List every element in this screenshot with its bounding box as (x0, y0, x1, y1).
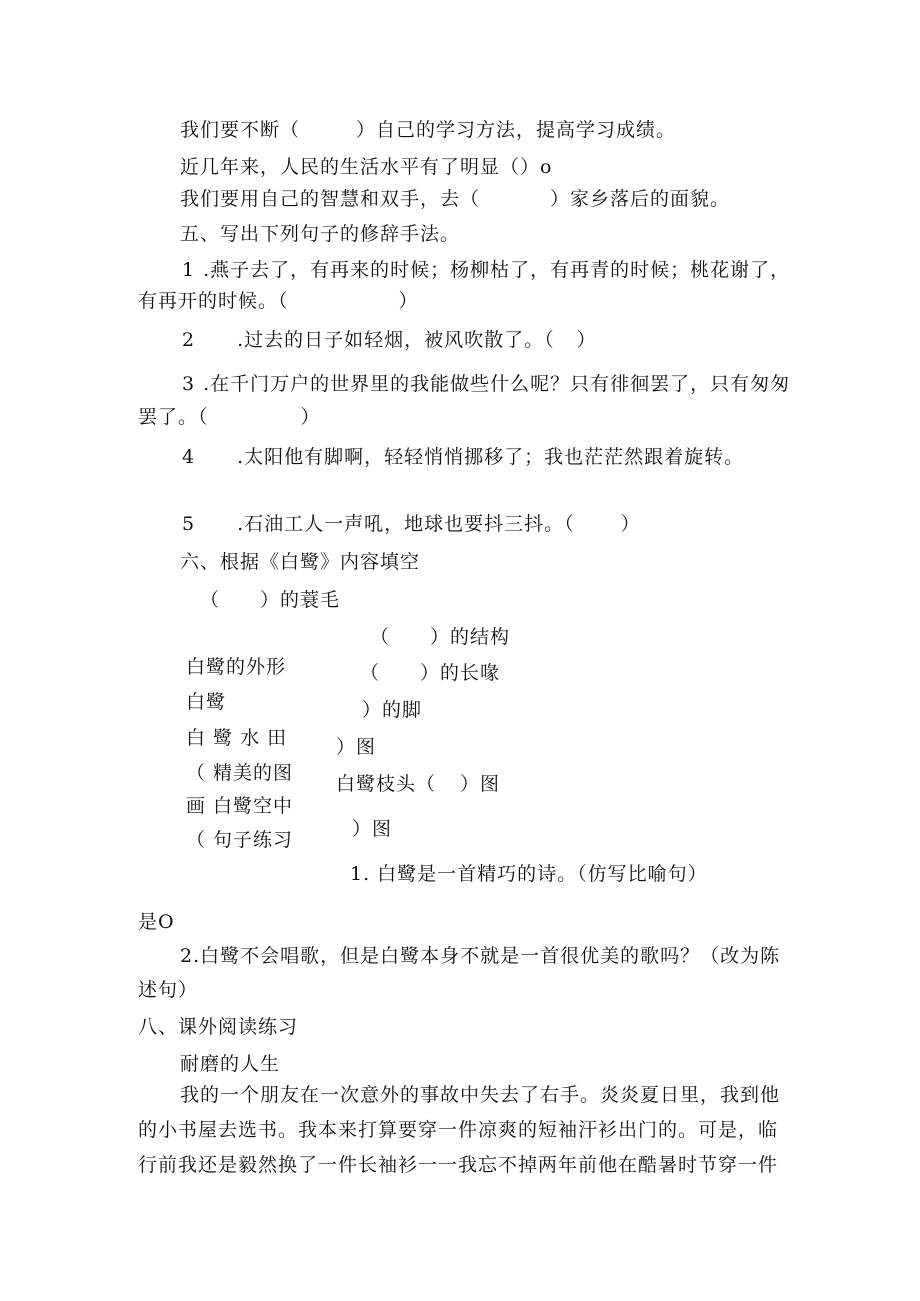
foot-blank: ）的脚 (362, 699, 423, 721)
fill-blank-3: 我们要用自己的智慧和双手，去（ ）家乡落后的面貌。 (180, 188, 731, 210)
section-5-title: 五、写出下列句子的修辞手法。 (180, 223, 461, 245)
outline-left-3: 白 鹭 水 田 (186, 727, 288, 749)
rhetoric-item-1-line2: 有再开的时候。（ ） (138, 290, 419, 312)
practice-question-2-line2: 述句） (138, 979, 199, 1001)
fill-blank-1: 我们要不断（ ）自己的学习方法，提高学习成绩。 (180, 119, 677, 141)
rhetoric-item-3-line2: 罢了。（ ） (138, 406, 321, 428)
story-title: 耐磨的人生 (180, 1053, 281, 1075)
rhetoric-item-2: 2 .过去的日子如轻烟，被风吹散了。（ ） (182, 329, 597, 351)
practice-question-2-line1: 2.白鹭不会唱歌，但是白鹭本身不就是一首很优美的歌吗？（改为陈 (180, 945, 781, 967)
outline-left-6: （ 句子练习 (186, 829, 294, 851)
picture-blank-2: 白鹭枝头（ ）图 (336, 773, 501, 795)
rhetoric-item-3-line1: 3 .在千门万户的世界里的我能做些什么呢？只有徘徊罢了，只有匆匆 (182, 373, 791, 395)
outline-left-2: 白鹭 (186, 691, 227, 713)
section-8-title: 八、课外阅读练习 (138, 1016, 299, 1038)
story-paragraph-line: 我的一个朋友在一次意外的事故中失去了右手。炎炎夏日里，我到他 (180, 1084, 781, 1106)
picture-blank-3: ）图 (352, 818, 393, 840)
beak-blank: （ ）的长喙 (360, 662, 501, 684)
feather-blank: （ ）的蓑毛 (200, 589, 341, 611)
outline-left-5: 画 白鹭空中 (186, 795, 294, 817)
section-6-title: 六、根据《白鹭》内容填空 (180, 551, 421, 573)
structure-blank: （ ）的结构 (370, 626, 511, 648)
fill-blank-2: 近几年来，人民的生活水平有了明显（）o (180, 156, 553, 178)
picture-blank-1: ）图 (336, 736, 377, 758)
rhetoric-item-1-line1: 1 .燕子去了，有再来的时候；杨柳枯了，有再青的时候；桃花谢了， (182, 259, 791, 281)
rhetoric-item-4: 4 .太阳他有脚啊，轻轻悄悄挪移了；我也茫茫然跟着旋转。 (182, 446, 745, 468)
story-paragraph-line: 行前我还是毅然换了一件长袖衫一一我忘不掉两年前他在酷暑时节穿一件 (138, 1154, 779, 1176)
story-paragraph-line: 的小书屋去选书。我本来打算要穿一件凉爽的短袖汗衫出门的。可是，临 (138, 1119, 779, 1141)
outline-left-4: （ 精美的图 (186, 762, 294, 784)
rhetoric-item-5: 5 .石油工人一声吼，地球也要抖三抖。（ ） (182, 513, 641, 535)
practice-question-1: 1. 白鹭是一首精巧的诗。（仿写比喻句） (350, 863, 708, 885)
practice-answer: 是O (138, 911, 175, 933)
outline-left-1: 白鹭的外形 (186, 656, 287, 678)
